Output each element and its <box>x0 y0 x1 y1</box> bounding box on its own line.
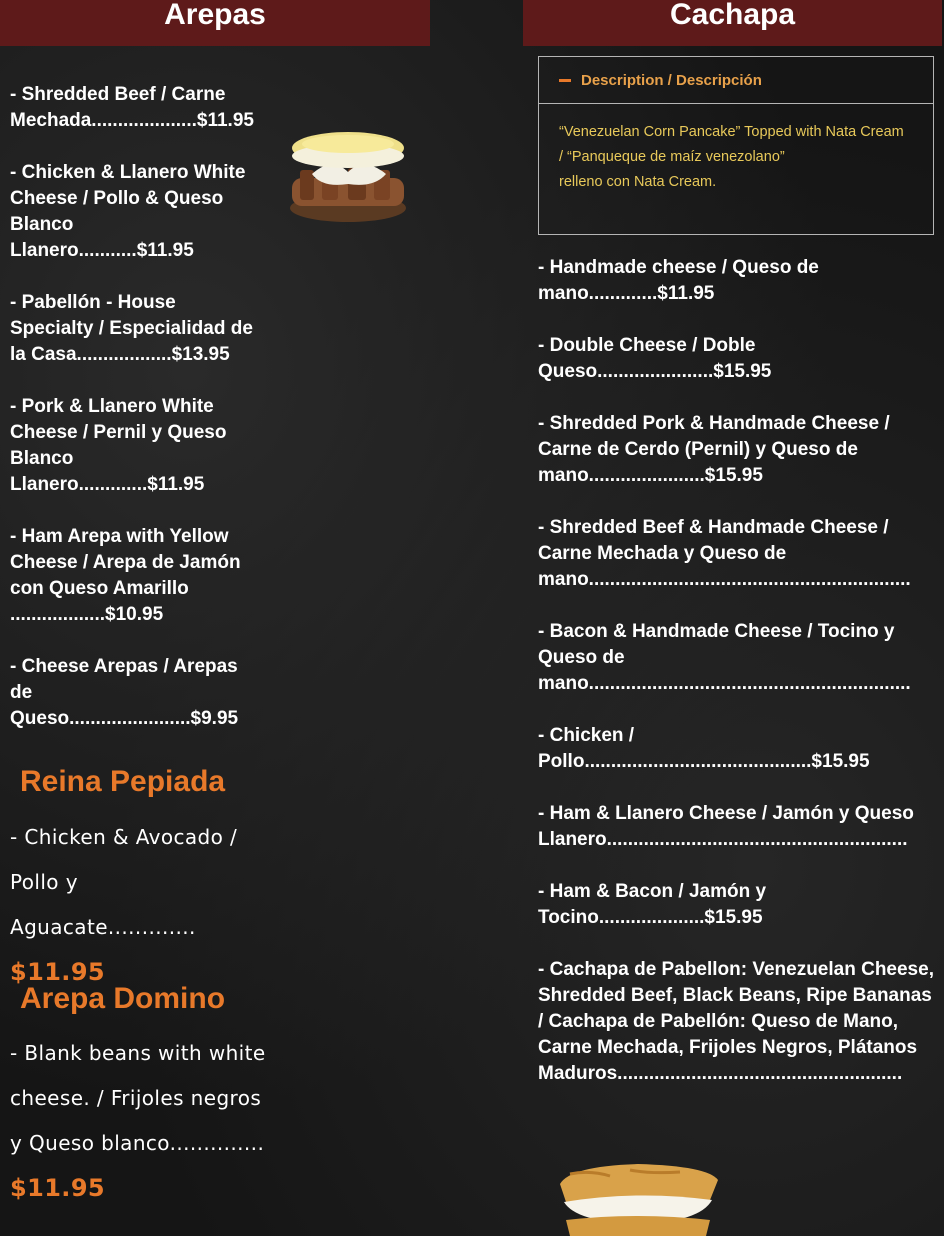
menu-item: - Ham Arepa with Yellow Cheese / Arepa de Jamón con Queso Amarillo ..................$10.95 <box>10 526 241 625</box>
menu-item: - Shredded Beef / Carne Mechada....................$11.95 <box>10 84 254 131</box>
cachapa-header-title: Cachapa <box>669 0 796 31</box>
minus-icon <box>559 79 571 82</box>
menu-item: - Pabellón - House Specialty / Especialidad de la Casa..................$13.95 <box>10 292 253 365</box>
menu-item: - Shredded Pork & Handmade Cheese / Carne de Cerdo (Pernil) y Queso de mano......................$15.95 <box>538 413 890 486</box>
menu-item: - Ham & Llanero Cheese / Jamón y Queso Llanero......................................................... <box>538 803 914 850</box>
arepas-header-title: Arepas <box>164 0 266 31</box>
cachapa-image <box>550 1160 725 1236</box>
menu-item: - Handmade cheese / Queso de mano.............$11.95 <box>538 257 819 304</box>
cachapa-menu-list <box>538 255 944 1113</box>
arepas-header <box>0 0 430 46</box>
menu-item: - Ham & Bacon / Jamón y Tocino....................$15.95 <box>538 881 767 928</box>
menu-item: - Double Cheese / Doble Queso......................$15.95 <box>538 335 772 382</box>
reina-pepiada-text: - Chicken & Avocado / Pollo y Aguacate............. <box>10 825 238 939</box>
arepa-domino-price: $11.95 <box>10 1174 106 1202</box>
reina-pepiada-description <box>10 815 270 996</box>
menu-item: - Cachapa de Pabellon: Venezuelan Cheese, Shredded Beef, Black Beans, Ripe Bananas / Cachapa de Pabellón: Queso de Mano, Carne Mechada, Frijoles Negros, Plátanos Maduros...................................................... <box>538 959 934 1084</box>
cachapa-header <box>523 0 942 46</box>
description-content: “Venezuelan Corn Pancake” Topped with Nata Cream / “Panqueque de maíz venezolano” relleno con Nata Cream. <box>559 124 904 190</box>
description-label: Description / Descripción <box>581 71 762 89</box>
menu-item: - Cheese Arepas / Arepas de Queso.......................$9.95 <box>10 656 239 729</box>
menu-item: - Bacon & Handmade Cheese / Tocino y Queso de mano............................................................. <box>538 621 911 694</box>
menu-item: - Shredded Beef & Handmade Cheese / Carne Mechada y Queso de mano............................................................. <box>538 517 911 590</box>
reina-pepiada-price: $11.95 <box>10 958 106 986</box>
arepa-domino-description <box>10 1031 270 1212</box>
arepas-menu-list <box>10 82 280 732</box>
menu-item: - Pork & Llanero White Cheese / Pernil y Queso Blanco Llanero.............$11.95 <box>10 396 227 495</box>
arepa-image <box>282 126 412 228</box>
arepa-domino-title: Arepa Domino <box>20 982 226 1015</box>
reina-pepiada-title: Reina Pepiada <box>20 765 226 798</box>
description-toggle[interactable] <box>539 57 933 104</box>
menu-item: - Chicken & Llanero White Cheese / Pollo & Queso Blanco Llanero...........$11.95 <box>10 162 246 261</box>
description-accordion <box>538 56 934 235</box>
arepa-domino-text: - Blank beans with white cheese. / Frijoles negros y Queso blanco.............. <box>10 1041 266 1155</box>
menu-item: - Chicken / Pollo...........................................$15.95 <box>538 725 870 772</box>
